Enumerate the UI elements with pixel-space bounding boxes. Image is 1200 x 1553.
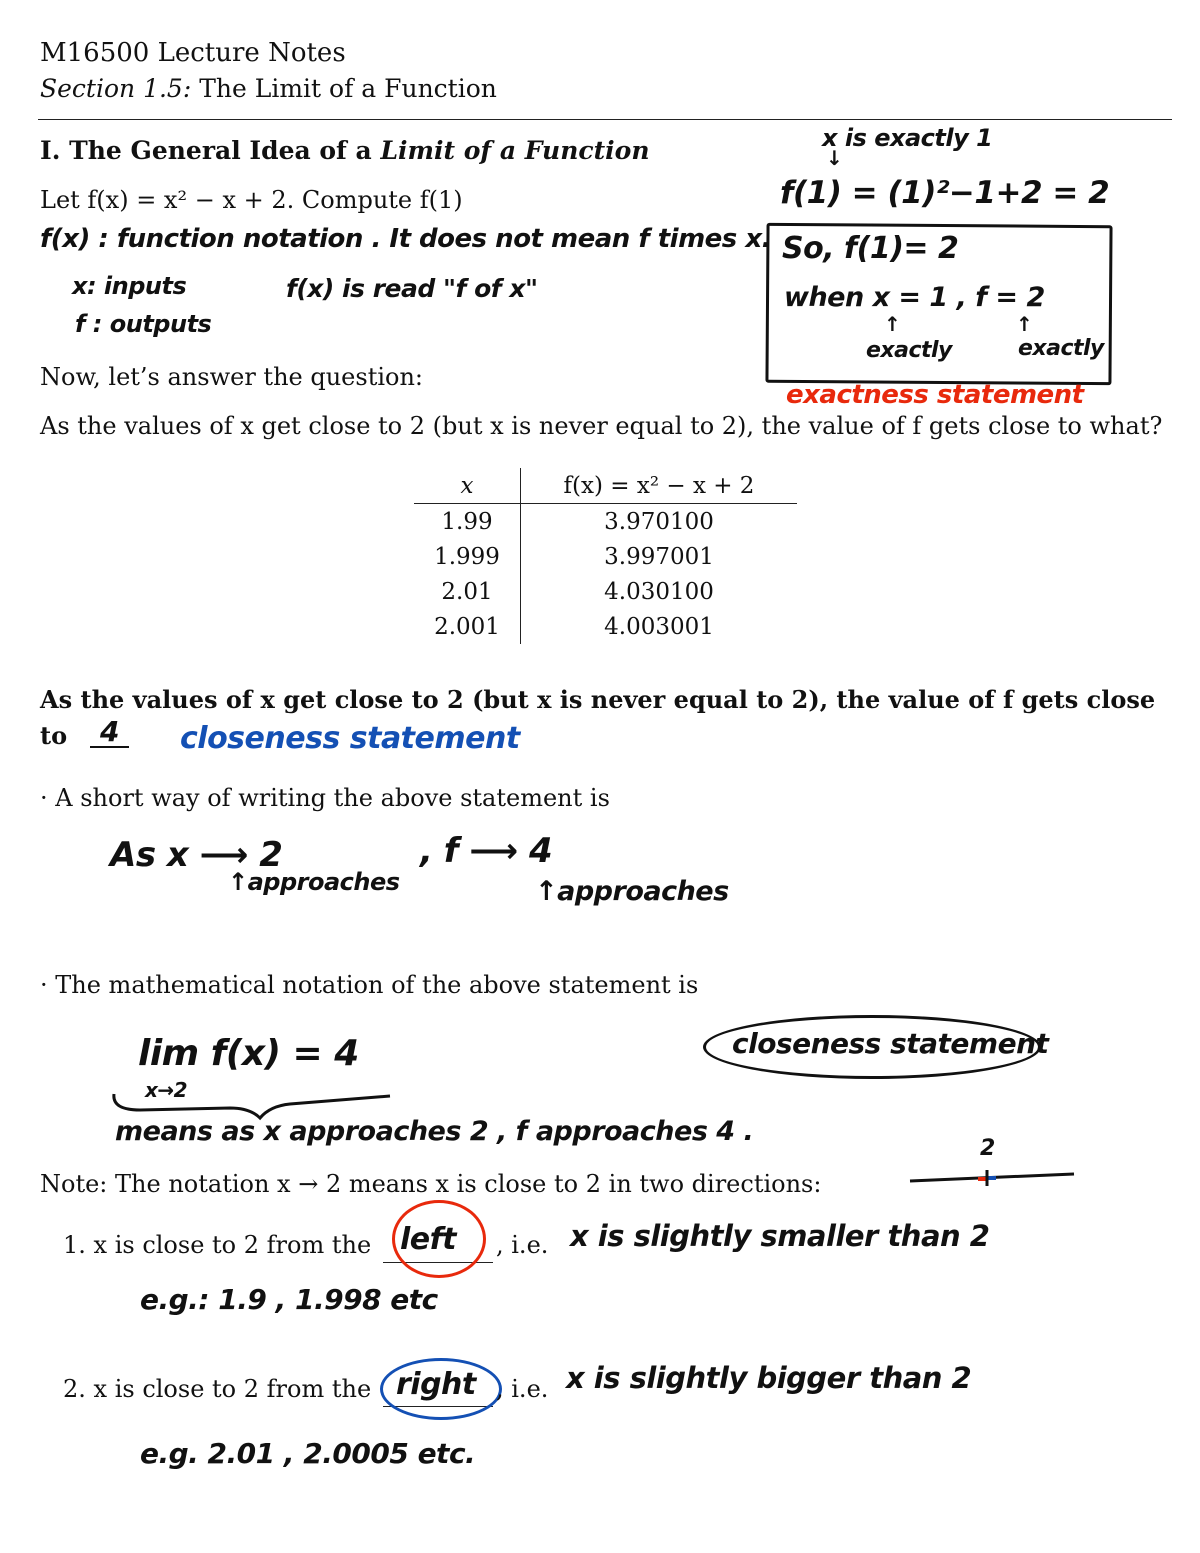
hw-item1-eg: e.g.: 1.9 , 1.998 etc [140, 1283, 438, 1316]
short-way-text: · A short way of writing the above statement is [40, 784, 610, 812]
hw-read-as: f(x) is read "f of x" [286, 274, 538, 303]
hw-x-exactly: x is exactly 1 [822, 124, 993, 152]
down-arrow-icon: ↓ [826, 146, 843, 170]
closeness-to: to [40, 721, 68, 750]
closeness-statement: As the values of x get close to 2 (but x is never equal to 2), the value of f gets close [40, 685, 1156, 714]
hw-outputs: f : outputs [75, 310, 212, 338]
hw-as-x-to-2: As x ⟶ 2 [110, 835, 283, 875]
table-row [414, 609, 797, 644]
hw-item2: x is slightly bigger than 2 [566, 1361, 972, 1395]
item2-prefix: 2. x is close to 2 from the [63, 1375, 372, 1403]
hw-closeness-label: closeness statement [180, 721, 520, 756]
cell-x: 1.99 [414, 504, 521, 540]
hw-exactly-left: exactly [866, 338, 952, 363]
hw-inputs: x: inputs [72, 272, 187, 300]
cell-x: 2.01 [414, 574, 521, 609]
table-row [414, 539, 797, 574]
item2-ie: , i.e. [496, 1375, 549, 1403]
note-line [40, 1172, 821, 1196]
item1-ie: , i.e. [496, 1231, 549, 1259]
hw-left: left [400, 1222, 457, 1257]
hw-notation: f(x) : function notation . It does not mean f times x. [40, 224, 771, 254]
hw-approaches-2: ↑approaches [535, 876, 729, 907]
header-divider [38, 119, 1172, 120]
hw-computation: f(1) = (1)²−1+2 = 2 [780, 175, 1110, 211]
hw-exactness-label: exactness statement [786, 380, 1084, 410]
number-line-label: 2 [980, 1136, 995, 1161]
up-arrow-icon: ↑ [884, 312, 901, 336]
hw-ellipse-label: closeness statement [732, 1027, 1049, 1060]
hw-item2-eg: e.g. 2.01 , 2.0005 etc. [140, 1437, 476, 1470]
heading-emph: Limit of a Function [380, 136, 650, 165]
let-line: Let f(x) = x² − x + 2. Compute f(1) [40, 186, 463, 214]
now-line: Now, let’s answer the question: [40, 363, 424, 391]
cell-fx: 3.997001 [604, 543, 714, 570]
note-label: Note: [40, 1170, 108, 1198]
item1-prefix: 1. x is close to 2 from the [63, 1231, 372, 1259]
cell-x: 2.001 [414, 609, 521, 644]
table-row [414, 504, 797, 540]
hw-item1: x is slightly smaller than 2 [570, 1219, 990, 1253]
note-text: The notation x → 2 means x is close to 2 in two directions: [115, 1170, 822, 1198]
number-line [908, 1164, 1078, 1194]
cell-fx: 4.003001 [604, 613, 714, 640]
hw-lim: lim f(x) = 4 [138, 1033, 359, 1074]
table-header-x: x [414, 468, 521, 504]
hw-when-line: when x = 1 , f = 2 [784, 282, 1045, 313]
notation-text: · The mathematical notation of the above statement is [40, 971, 699, 999]
section-line [40, 76, 497, 101]
hw-f-to-4: , f ⟶ 4 [420, 831, 553, 871]
hw-lim-sub: x→2 [145, 1078, 188, 1102]
hw-exactly-right: exactly [1018, 336, 1104, 361]
heading-prefix: I. The General Idea of a [40, 136, 372, 165]
section-label: Section 1.5: [40, 74, 192, 103]
values-table [414, 468, 797, 644]
course-title: M16500 Lecture Notes [40, 38, 346, 68]
table-header-fx: f(x) = x² − x + 2 [521, 468, 798, 504]
cell-fx: 3.970100 [604, 508, 714, 535]
hw-so-line: So, f(1)= 2 [782, 231, 959, 266]
cell-x: 1.999 [414, 539, 521, 574]
hw-answer: 4 [90, 718, 129, 748]
hw-approaches-1: ↑approaches [228, 868, 400, 896]
hw-right: right [396, 1367, 476, 1402]
hw-means: means as x approaches 2 , f approaches 4 . [115, 1116, 754, 1147]
cell-fx: 4.030100 [604, 578, 714, 605]
up-arrow-icon: ↑ [1016, 312, 1033, 336]
section-title: The Limit of a Function [199, 74, 497, 103]
question-line: As the values of x get close to 2 (but x is never equal to 2), the value of f gets close to what? [40, 412, 1163, 440]
table-row [414, 574, 797, 609]
section-heading [40, 138, 650, 163]
